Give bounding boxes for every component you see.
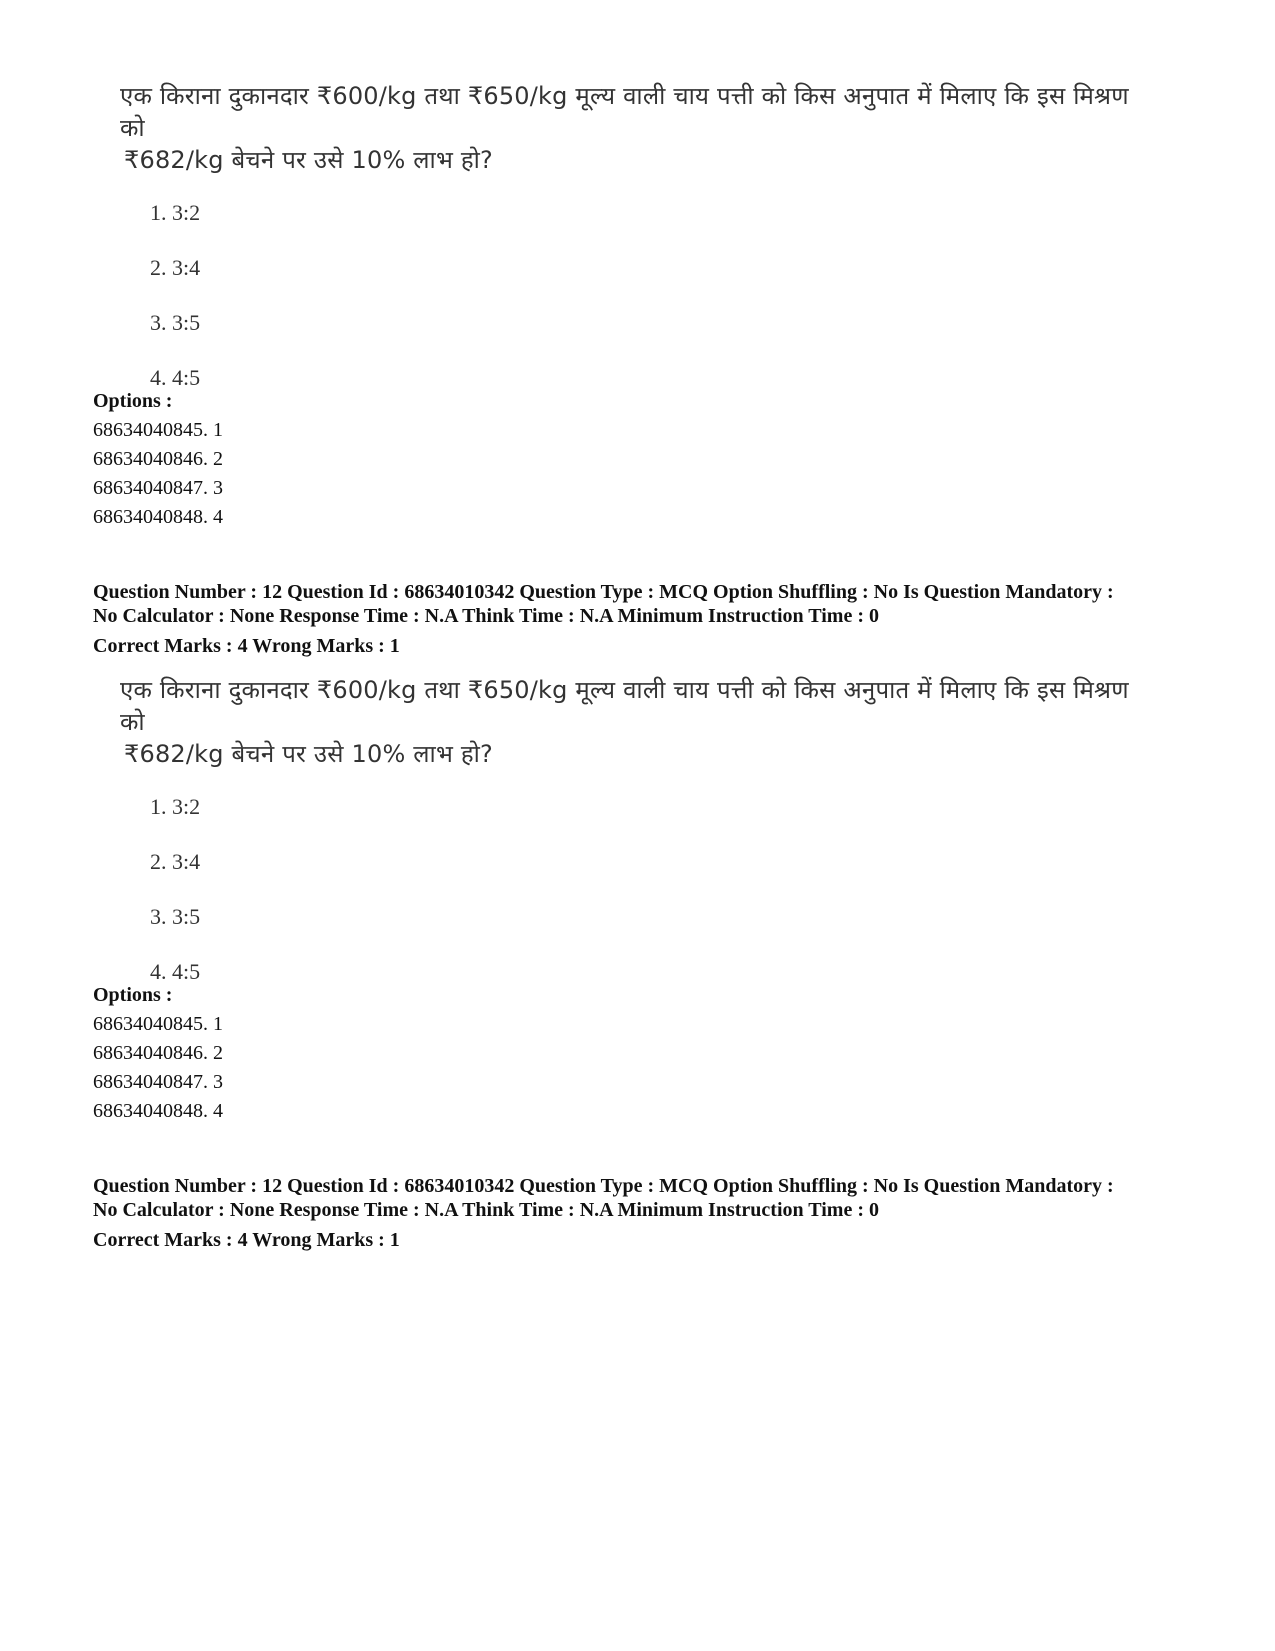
choice-4: 4. 4:5 (150, 365, 201, 390)
question-statement (120, 80, 1160, 176)
question-line-2: ₹682/kg बेचने पर उसे 10% लाभ हो? (124, 740, 493, 768)
choice-1: 1. 3:2 (150, 794, 201, 819)
question-line-1: एक किराना दुकानदार ₹600/kg तथा ₹650/kg मूल्य वाली चाय पत्ती को किस अनुपात में मिलाए कि इस मिश्रण को (120, 676, 1129, 736)
options-list-1 (93, 387, 1203, 532)
choice-1: 1. 3:2 (150, 200, 201, 225)
option-id-2: 68634040846. 2 (93, 1042, 223, 1064)
choice-3: 3. 3:5 (150, 310, 201, 335)
option-id-2: 68634040846. 2 (93, 448, 223, 470)
question-line-1: एक किराना दुकानदार ₹600/kg तथा ₹650/kg मूल्य वाली चाय पत्ती को किस अनुपात में मिलाए कि इस मिश्रण को (120, 82, 1129, 142)
choice-3: 3. 3:5 (150, 904, 201, 929)
choice-2: 2. 3:4 (150, 849, 201, 874)
option-id-3: 68634040847. 3 (93, 477, 223, 499)
option-id-4: 68634040848. 4 (93, 1100, 223, 1122)
info-line-2: No Calculator : None Response Time : N.A Think Time : N.A Minimum Instruction Time : 0 (93, 605, 879, 627)
marks-line: Correct Marks : 4 Wrong Marks : 1 (93, 635, 400, 657)
options-title: Options : (93, 984, 173, 1006)
marks-line: Correct Marks : 4 Wrong Marks : 1 (93, 1229, 400, 1251)
answer-choices (120, 792, 1160, 1012)
choice-4: 4. 4:5 (150, 959, 201, 984)
option-id-1: 68634040845. 1 (93, 1013, 223, 1035)
options-list-2 (93, 981, 1203, 1126)
info-line-1: Question Number : 12 Question Id : 68634010342 Question Type : MCQ Option Shuffling : No Is Question Mandatory : (93, 1175, 1114, 1197)
question-text-1 (120, 80, 1160, 418)
option-id-3: 68634040847. 3 (93, 1071, 223, 1093)
info-line-1: Question Number : 12 Question Id : 68634010342 Question Type : MCQ Option Shuffling : No Is Question Mandatory : (93, 581, 1114, 603)
question-statement (120, 674, 1160, 770)
options-title: Options : (93, 390, 173, 412)
answer-choices (120, 198, 1160, 418)
option-id-4: 68634040848. 4 (93, 506, 223, 528)
question-line-2: ₹682/kg बेचने पर उसे 10% लाभ हो? (124, 146, 493, 174)
info-line-2: No Calculator : None Response Time : N.A Think Time : N.A Minimum Instruction Time : 0 (93, 1199, 879, 1221)
choice-2: 2. 3:4 (150, 255, 201, 280)
question-text-2 (120, 674, 1160, 1012)
question-info-2 (93, 1174, 1203, 1252)
option-id-1: 68634040845. 1 (93, 419, 223, 441)
question-info-1 (93, 580, 1203, 658)
